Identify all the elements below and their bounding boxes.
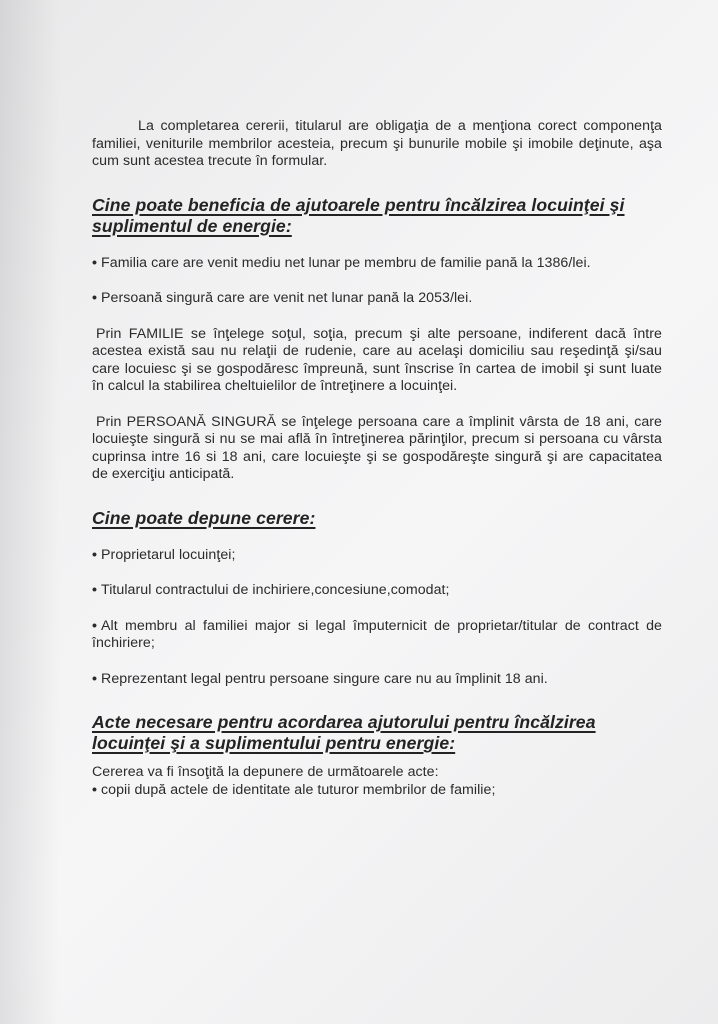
familie-definition: Prin FAMILIE se înţelege soţul, soţia, precum şi alte persoane, indiferent dacă între acestea există sau nu relaţii de rudenie, care au acelaşi domiciliu sau reşedinţă şi/sau care locuiesc şi se gospodăresc împreună, sunt înscrise în cartea de imobil şi sunt luate în calcul la stabilirea cheltuielilor de întreţinere a locuinţei.: [92, 325, 662, 394]
list-item: • Familia care are venit mediu net lunar pe membru de familie pană la 1386/lei.: [92, 254, 591, 271]
documents-lead: Cererea va fi însoţită la depunere de următoarele acte:: [92, 764, 439, 780]
persoana-definition: Prin PERSOANĂ SINGURĂ se înţelege persoana care a împlinit vârsta de 18 ani, care locuieşte singură si nu se mai află în întreţinerea părinţilor, precum si persoana cu vârsta cuprinsa intre 16 si 18 ani, care locuieşte şi se gospodăreşte singură şi are capacitatea de exerciţiu anticipată.: [92, 413, 662, 482]
bullet-icon: •: [92, 781, 98, 798]
list-item: • Reprezentant legal pentru persoane singure care nu au împlinit 18 ani.: [92, 670, 548, 687]
list-item: • Alt membru al familiei major si legal împuternicit de proprietar/titular de contract de închiriere;: [92, 617, 662, 651]
list-item: • copii după actele de identitate ale tuturor membrilor de familie;: [92, 781, 496, 798]
persoana-term: PERSOANĂ SINGURĂ: [126, 413, 277, 430]
bullet-icon: •: [92, 546, 98, 563]
section-heading-applicants: Cine poate depune cerere:: [92, 507, 316, 528]
list-item: • Titularul contractului de inchiriere,concesiune,comodat;: [92, 582, 450, 598]
page-shadow: [0, 0, 60, 1024]
bullet-icon: •: [92, 670, 98, 687]
intro-paragraph: La completarea cererii, titularul are obligaţia de a menţiona corect componenţa familiei, veniturile membrilor acesteia, precum şi bunurile mobile şi imobile deţinute, aşa cum sunt acestea trecute în formular.: [92, 118, 662, 169]
bullet-icon: •: [92, 290, 98, 306]
bullet-icon: •: [92, 617, 98, 634]
section-heading-documents: Acte necesare pentru acordarea ajutorului pentru încălzirea locuinţei şi a suplimentului pentru energie:: [92, 712, 596, 753]
list-item: • Persoană singură care are venit net lunar pană la 2053/lei.: [92, 290, 473, 306]
bullet-icon: •: [92, 254, 98, 271]
document-body: [92, 118, 662, 799]
bullet-icon: •: [92, 582, 98, 598]
section-heading-beneficiaries: Cine poate beneficia de ajutoarele pentru încălzirea locuinţei şi suplimentul de energie:: [92, 194, 625, 236]
list-item: • Proprietarul locuinţei;: [92, 546, 236, 563]
familie-term: FAMILIE: [128, 325, 184, 342]
